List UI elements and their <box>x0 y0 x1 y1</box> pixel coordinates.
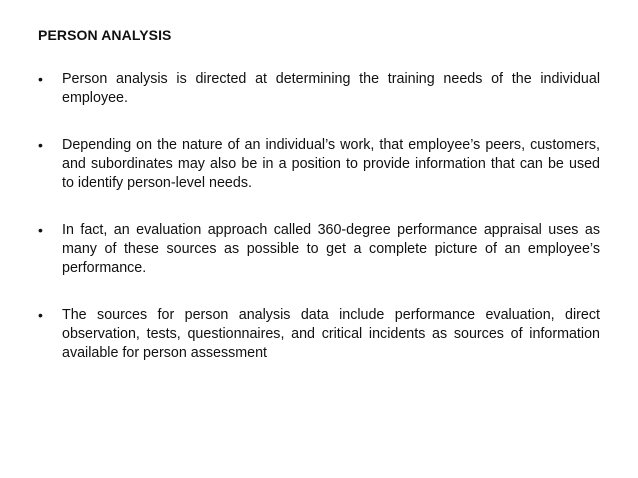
bullet-dot-icon: • <box>38 222 43 238</box>
bullet-item <box>38 136 600 193</box>
bullet-text: Depending on the nature of an individual’s work, that employee’s peers, customers, and subordinates may also be in a position to provide information that can be used to identify person-level needs. <box>62 137 600 191</box>
bullet-text: Person analysis is directed at determining the training needs of the individual employee. <box>62 71 600 106</box>
bullet-item <box>38 70 600 108</box>
bullet-list <box>38 70 600 363</box>
bullet-dot-icon: • <box>38 307 43 323</box>
bullet-item <box>38 221 600 278</box>
bullet-text: The sources for person analysis data include performance evaluation, direct observation, tests, questionnaires, and critical incidents as sources of information available for person assessment <box>62 307 600 361</box>
bullet-dot-icon: • <box>38 137 43 153</box>
bullet-dot-icon: • <box>38 71 43 87</box>
bullet-item <box>38 306 600 363</box>
bullet-text: In fact, an evaluation approach called 360-degree performance appraisal uses as many of these sources as possible to get a complete picture of an employee’s performance. <box>62 222 600 276</box>
slide-title: PERSON ANALYSIS <box>38 27 172 43</box>
